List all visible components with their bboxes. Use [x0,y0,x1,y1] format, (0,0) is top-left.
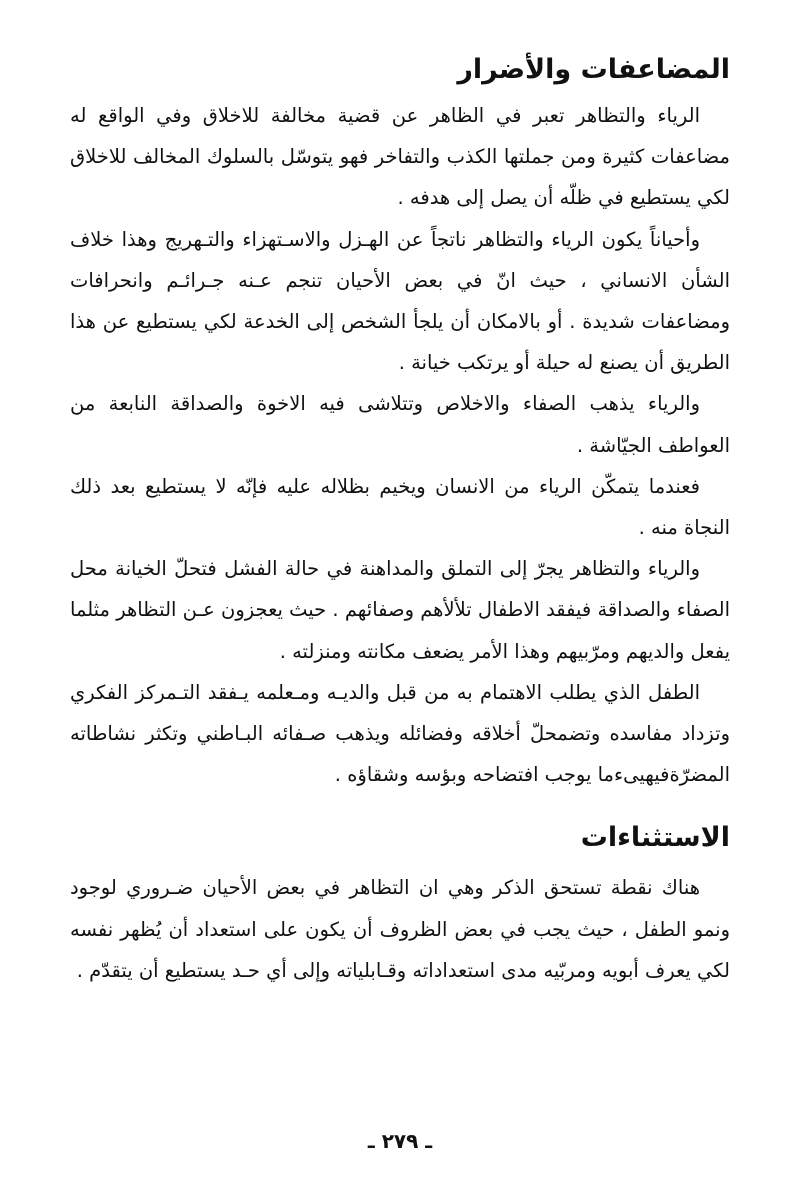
paragraph: وأحياناً يكون الرياء والتظاهر ناتجاً عن الهـزل والاسـتهزاء والتـهريج وهذا خلاف الشأن الانساني ، حيث انّ في بعض الأحيان تنجم عـنه جـرائـم وانحرافات ومضاعفات شديدة . أو بالامكان أن يلجأ الشخص إلى الخدعة لكي يستطيع عن هذا الطريق أن يصنع له حيلة أو يرتكب خيانة . [70,227,730,375]
section-heading-exceptions: الاستثناءات [580,822,730,854]
section-heading-complications: المضاعفات والأضرار [457,54,730,85]
paragraph: هناك نقطة تستحق الذكر وهي ان التظاهر في بعض الأحيان ضـروري لوجود ونمو الطفل ، حيث يجب في بعض الظروف أن يكون على استعداد أن يُظهر نفسه لكي يعرف أبويه ومربّيه مدى استعداداته وقـابلياته وإلى أي حـد يستطيع أن يتقدّم . [70,876,730,982]
document-page [70,40,730,1160]
page-number: ـ ٢٧٩ ـ [367,1129,433,1153]
paragraph: الرياء والتظاهر تعبر في الظاهر عن قضية مخالفة للاخلاق وفي الواقع له مضاعفات كثيرة ومن جملتها الكذب والتفاخر فهو يتوسّل بالسلوك المخالف للاخلاق لكي يستطيع في ظلّه أن يصل إلى هدفه . [70,104,730,210]
paragraph: والرياء والتظاهر يجرّ إلى التملق والمداهنة في حالة الفشل فتحلّ الخيانة محل الصفاء والصداقة فيفقد الاطفال تلألأهم وصفائهم . حيث يعجزون عـن التظاهر مثلما يفعل والديهم ومرّبيهم وهذا الأمر يضعف مكانته ومنزلته . [70,557,730,663]
paragraph: والرياء يذهب الصفاء والاخلاص وتتلاشى فيه الاخوة والصداقة النابعة من العواطف الجيّاشة . [70,392,730,457]
paragraph: الطفل الذي يطلب الاهتمام به من قبل والديـه ومـعلمه يـفقد التـمركز الفكري وتزداد مفاسده وتضمحلّ أخلاقه وفضائله ويذهب صـفائه البـاطني وتكثر نشاطاته المضرّةفيهيىءما يوجب افتضاحه وبؤسه وشقاؤه . [70,680,730,787]
paragraph: فعندما يتمكّن الرياء من الانسان ويخيم بظلاله عليه فإنّه لا يستطيع بعد ذلك النجاة منه . [70,474,730,540]
